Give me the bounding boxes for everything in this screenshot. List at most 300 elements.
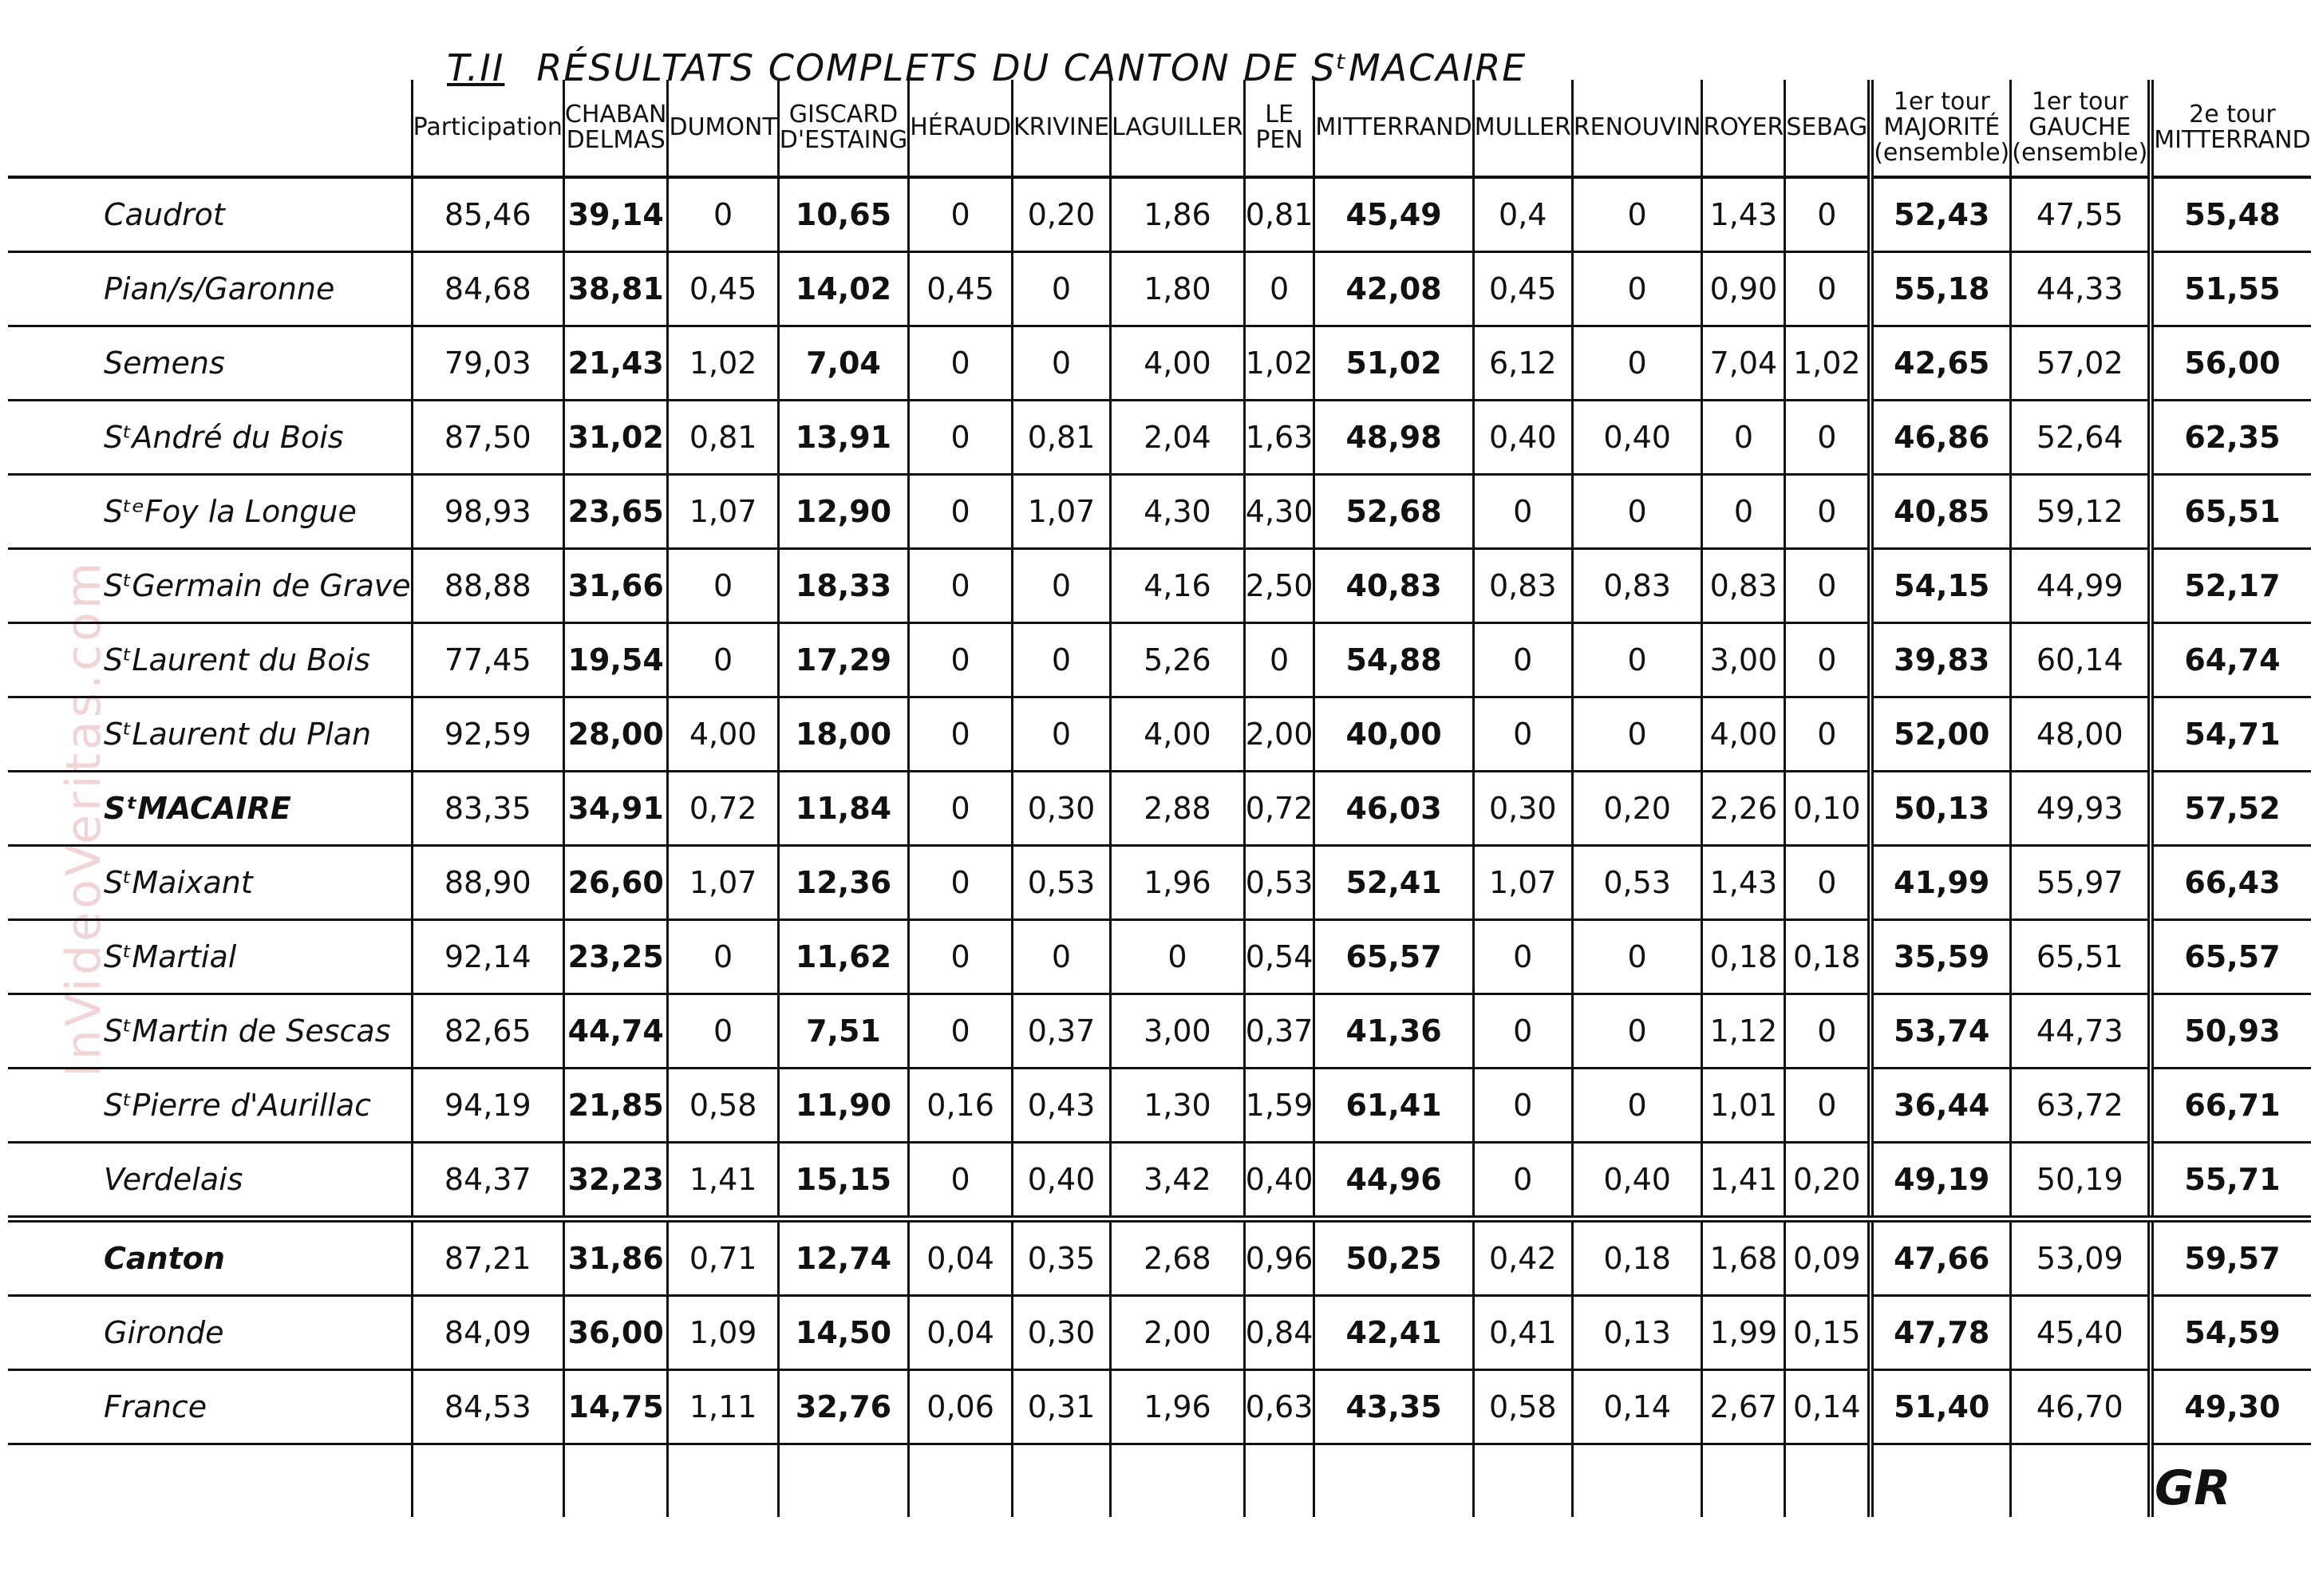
empty-cell xyxy=(1244,1444,1314,1518)
table-cell: 31,66 xyxy=(563,549,668,623)
header-corner xyxy=(8,80,412,177)
row-label: SᵗPierre d'Aurillac xyxy=(8,1069,412,1143)
table-cell: 55,97 xyxy=(2011,846,2151,920)
table-cell: 57,02 xyxy=(2011,326,2151,401)
table-cell: 60,14 xyxy=(2011,623,2151,697)
table-cell: 44,74 xyxy=(563,994,668,1069)
table-cell: 0 xyxy=(1785,475,1871,549)
table-cell: 36,00 xyxy=(563,1296,668,1370)
table-cell: 54,88 xyxy=(1314,623,1473,697)
table-cell: 11,84 xyxy=(778,772,908,846)
table-cell: 0,40 xyxy=(1572,401,1702,475)
row-label: SᵗGermain de Grave xyxy=(8,549,412,623)
table-cell: 2,68 xyxy=(1111,1219,1245,1296)
table-cell: 79,03 xyxy=(412,326,563,401)
table-cell: 0 xyxy=(1572,994,1702,1069)
table-row xyxy=(8,475,2311,549)
table-cell: 0,35 xyxy=(1012,1219,1110,1296)
table-cell: 0,72 xyxy=(668,772,778,846)
empty-cell xyxy=(1111,1444,1245,1518)
table-cell: 0 xyxy=(909,475,1013,549)
row-label: Semens xyxy=(8,326,412,401)
empty-cell xyxy=(1871,1444,2011,1518)
table-cell: 0,14 xyxy=(1572,1370,1702,1444)
table-cell: 36,44 xyxy=(1871,1069,2011,1143)
table-cell: 39,83 xyxy=(1871,623,2011,697)
table-cell: 1,68 xyxy=(1702,1219,1785,1296)
table-cell: 0 xyxy=(668,177,778,252)
table-cell: 4,00 xyxy=(1111,697,1245,772)
table-cell: 1,96 xyxy=(1111,1370,1245,1444)
table-cell: 0 xyxy=(1785,1069,1871,1143)
table-cell: 1,09 xyxy=(668,1296,778,1370)
table-cell: 98,93 xyxy=(412,475,563,549)
table-cell: 41,36 xyxy=(1314,994,1473,1069)
table-cell: 26,60 xyxy=(563,846,668,920)
table-cell: 44,99 xyxy=(2011,549,2151,623)
table-cell: 10,65 xyxy=(778,177,908,252)
table-cell: 49,30 xyxy=(2151,1370,2310,1444)
table-cell: 51,40 xyxy=(1871,1370,2011,1444)
table-cell: 1,07 xyxy=(1012,475,1110,549)
table-cell: 0 xyxy=(1473,623,1572,697)
table-cell: 0 xyxy=(1785,252,1871,326)
title-number: T.II xyxy=(447,46,505,89)
table-cell: 0,83 xyxy=(1572,549,1702,623)
table-cell: 0 xyxy=(909,846,1013,920)
table-cell: 14,02 xyxy=(778,252,908,326)
empty-cell xyxy=(778,1444,908,1518)
table-cell: 0 xyxy=(1244,252,1314,326)
table-cell: 13,91 xyxy=(778,401,908,475)
table-cell: 0,45 xyxy=(1473,252,1572,326)
table-cell: 0 xyxy=(1572,252,1702,326)
table-cell: 40,85 xyxy=(1871,475,2011,549)
table-cell: 51,55 xyxy=(2151,252,2310,326)
table-cell: 84,68 xyxy=(412,252,563,326)
header-le-pen: LE PEN xyxy=(1244,80,1314,177)
table-cell: 1,86 xyxy=(1111,177,1245,252)
table-cell: 1,99 xyxy=(1702,1296,1785,1370)
table-cell: 48,00 xyxy=(2011,697,2151,772)
table-cell: 14,75 xyxy=(563,1370,668,1444)
table-cell: 0 xyxy=(1572,920,1702,994)
table-cell: 1,30 xyxy=(1111,1069,1245,1143)
table-cell: 41,99 xyxy=(1871,846,2011,920)
table-cell: 11,62 xyxy=(778,920,908,994)
table-cell: 7,04 xyxy=(778,326,908,401)
empty-cell xyxy=(412,1444,563,1518)
table-cell: 0 xyxy=(909,920,1013,994)
watermark: InVideoVeritas.com xyxy=(56,559,112,1077)
table-cell: 0,54 xyxy=(1244,920,1314,994)
table-cell: 0,14 xyxy=(1785,1370,1871,1444)
table-cell: 12,36 xyxy=(778,846,908,920)
header-royer: ROYER xyxy=(1702,80,1785,177)
total-row xyxy=(8,1370,2311,1444)
header-mitterrand: MITTERRAND xyxy=(1314,80,1473,177)
table-cell: 12,74 xyxy=(778,1219,908,1296)
table-cell: 0,41 xyxy=(1473,1296,1572,1370)
table-cell: 0 xyxy=(1012,549,1110,623)
table-cell: 0 xyxy=(1012,697,1110,772)
table-body xyxy=(8,177,2311,1517)
header-heraud: HÉRAUD xyxy=(909,80,1013,177)
table-row xyxy=(8,177,2311,252)
table-cell: 0,53 xyxy=(1244,846,1314,920)
table-cell: 0,09 xyxy=(1785,1219,1871,1296)
table-cell: 0 xyxy=(1785,623,1871,697)
table-cell: 0,72 xyxy=(1244,772,1314,846)
table-cell: 47,78 xyxy=(1871,1296,2011,1370)
table-row xyxy=(8,772,2311,846)
table-cell: 11,90 xyxy=(778,1069,908,1143)
empty-cell xyxy=(1702,1444,1785,1518)
empty-cell xyxy=(8,1444,412,1518)
table-cell: 0 xyxy=(1012,326,1110,401)
table-cell: 0 xyxy=(1012,920,1110,994)
table-cell: 0,20 xyxy=(1572,772,1702,846)
table-cell: 0,53 xyxy=(1572,846,1702,920)
table-cell: 50,19 xyxy=(2011,1143,2151,1219)
table-cell: 0 xyxy=(1572,697,1702,772)
table-cell: 0,04 xyxy=(909,1296,1013,1370)
table-cell: 0,18 xyxy=(1572,1219,1702,1296)
table-cell: 4,30 xyxy=(1244,475,1314,549)
table-cell: 42,41 xyxy=(1314,1296,1473,1370)
table-cell: 1,96 xyxy=(1111,846,1245,920)
table-cell: 32,23 xyxy=(563,1143,668,1219)
table-cell: 4,00 xyxy=(668,697,778,772)
table-cell: 23,25 xyxy=(563,920,668,994)
table-cell: 0,84 xyxy=(1244,1296,1314,1370)
table-cell: 0 xyxy=(668,549,778,623)
table-cell: 0 xyxy=(1012,252,1110,326)
table-cell: 0,40 xyxy=(1572,1143,1702,1219)
empty-cell xyxy=(909,1444,1013,1518)
table-cell: 0 xyxy=(1785,177,1871,252)
table-cell: 77,45 xyxy=(412,623,563,697)
table-cell: 54,71 xyxy=(2151,697,2310,772)
table-cell: 1,07 xyxy=(668,475,778,549)
table-row xyxy=(8,920,2311,994)
header-muller: MULLER xyxy=(1473,80,1572,177)
table-cell: 53,09 xyxy=(2011,1219,2151,1296)
table-cell: 4,00 xyxy=(1111,326,1245,401)
header-giscard: GISCARD D'ESTAING xyxy=(778,80,908,177)
table-cell: 1,43 xyxy=(1702,846,1785,920)
table-cell: 2,88 xyxy=(1111,772,1245,846)
table-cell: 47,55 xyxy=(2011,177,2151,252)
table-cell: 46,70 xyxy=(2011,1370,2151,1444)
table-cell: 0 xyxy=(1572,177,1702,252)
table-row xyxy=(8,326,2311,401)
table-cell: 7,04 xyxy=(1702,326,1785,401)
table-cell: 0,43 xyxy=(1012,1069,1110,1143)
header-second-tour: 2e tour MITTERRAND xyxy=(2151,80,2310,177)
table-cell: 3,42 xyxy=(1111,1143,1245,1219)
header-chaban-delmas: CHABAN DELMAS xyxy=(563,80,668,177)
table-cell: 0 xyxy=(668,623,778,697)
table-cell: 40,83 xyxy=(1314,549,1473,623)
table-cell: 44,73 xyxy=(2011,994,2151,1069)
table-cell: 0 xyxy=(909,326,1013,401)
table-cell: 18,00 xyxy=(778,697,908,772)
table-cell: 0,63 xyxy=(1244,1370,1314,1444)
table-cell: 0 xyxy=(1473,475,1572,549)
row-label: Canton xyxy=(8,1219,412,1296)
table-cell: 57,52 xyxy=(2151,772,2310,846)
table-cell: 51,02 xyxy=(1314,326,1473,401)
table-cell: 0,18 xyxy=(1785,920,1871,994)
table-cell: 28,00 xyxy=(563,697,668,772)
table-cell: 0,96 xyxy=(1244,1219,1314,1296)
table-cell: 0 xyxy=(668,920,778,994)
table-cell: 0,81 xyxy=(1244,177,1314,252)
table-cell: 18,33 xyxy=(778,549,908,623)
table-cell: 6,12 xyxy=(1473,326,1572,401)
table-cell: 38,81 xyxy=(563,252,668,326)
table-cell: 31,02 xyxy=(563,401,668,475)
table-cell: 0,83 xyxy=(1702,549,1785,623)
table-cell: 1,41 xyxy=(1702,1143,1785,1219)
table-cell: 66,71 xyxy=(2151,1069,2310,1143)
table-cell: 0,31 xyxy=(1012,1370,1110,1444)
table-row xyxy=(8,401,2311,475)
table-cell: 0 xyxy=(909,994,1013,1069)
table-cell: 12,90 xyxy=(778,475,908,549)
table-cell: 1,41 xyxy=(668,1143,778,1219)
table-cell: 0,13 xyxy=(1572,1296,1702,1370)
table-cell: 1,12 xyxy=(1702,994,1785,1069)
table-cell: 1,02 xyxy=(668,326,778,401)
row-label: Verdelais xyxy=(8,1143,412,1219)
header-laguiller: LAGUILLER xyxy=(1111,80,1245,177)
table-cell: 0 xyxy=(1473,1069,1572,1143)
table-cell: 0,90 xyxy=(1702,252,1785,326)
table-cell: 0 xyxy=(1785,697,1871,772)
table-cell: 0,30 xyxy=(1012,1296,1110,1370)
table-cell: 0 xyxy=(909,623,1013,697)
table-cell: 0 xyxy=(1785,994,1871,1069)
table-cell: 5,26 xyxy=(1111,623,1245,697)
table-cell: 65,57 xyxy=(1314,920,1473,994)
total-row xyxy=(8,1296,2311,1370)
table-cell: 55,48 xyxy=(2151,177,2310,252)
table-cell: 83,35 xyxy=(412,772,563,846)
table-cell: 4,16 xyxy=(1111,549,1245,623)
table-cell: 19,54 xyxy=(563,623,668,697)
table-cell: 0 xyxy=(1572,326,1702,401)
table-cell: 4,00 xyxy=(1702,697,1785,772)
table-cell: 48,98 xyxy=(1314,401,1473,475)
table-cell: 3,00 xyxy=(1702,623,1785,697)
table-cell: 87,50 xyxy=(412,401,563,475)
table-cell: 0,37 xyxy=(1012,994,1110,1069)
empty-cell xyxy=(668,1444,778,1518)
empty-cell xyxy=(2011,1444,2151,1518)
table-row xyxy=(8,846,2311,920)
table-cell: 1,63 xyxy=(1244,401,1314,475)
table-cell: 94,19 xyxy=(412,1069,563,1143)
header-row xyxy=(8,80,2311,177)
table-cell: 0,20 xyxy=(1785,1143,1871,1219)
table-cell: 66,43 xyxy=(2151,846,2310,920)
table-cell: 87,21 xyxy=(412,1219,563,1296)
table-cell: 7,51 xyxy=(778,994,908,1069)
table-cell: 0,15 xyxy=(1785,1296,1871,1370)
table-cell: 0,58 xyxy=(668,1069,778,1143)
table-cell: 63,72 xyxy=(2011,1069,2151,1143)
table-cell: 0,40 xyxy=(1012,1143,1110,1219)
table-cell: 1,02 xyxy=(1244,326,1314,401)
table-cell: 0 xyxy=(909,1143,1013,1219)
table-cell: 46,03 xyxy=(1314,772,1473,846)
table-cell: 0 xyxy=(1473,697,1572,772)
table-cell: 0,58 xyxy=(1473,1370,1572,1444)
table-cell: 2,04 xyxy=(1111,401,1245,475)
table-cell: 1,07 xyxy=(668,846,778,920)
table-cell: 0,81 xyxy=(668,401,778,475)
table-cell: 2,00 xyxy=(1111,1296,1245,1370)
table-cell: 0,16 xyxy=(909,1069,1013,1143)
table-cell: 52,68 xyxy=(1314,475,1473,549)
table-cell: 0 xyxy=(1111,920,1245,994)
table-cell: 21,43 xyxy=(563,326,668,401)
table-cell: 15,15 xyxy=(778,1143,908,1219)
table-cell: 49,93 xyxy=(2011,772,2151,846)
table-cell: 0,45 xyxy=(909,252,1013,326)
table-row xyxy=(8,697,2311,772)
table-row xyxy=(8,1069,2311,1143)
table-cell: 40,00 xyxy=(1314,697,1473,772)
table-cell: 31,86 xyxy=(563,1219,668,1296)
table-cell: 50,13 xyxy=(1871,772,2011,846)
table-cell: 85,46 xyxy=(412,177,563,252)
table-cell: 0 xyxy=(1244,623,1314,697)
table-cell: 0,53 xyxy=(1012,846,1110,920)
table-cell: 84,53 xyxy=(412,1370,563,1444)
table-cell: 56,00 xyxy=(2151,326,2310,401)
table-cell: 1,59 xyxy=(1244,1069,1314,1143)
row-label: Caudrot xyxy=(8,177,412,252)
table-row xyxy=(8,994,2311,1069)
table-cell: 0 xyxy=(1473,1143,1572,1219)
table-cell: 23,65 xyxy=(563,475,668,549)
header-dumont: DUMONT xyxy=(668,80,778,177)
table-row xyxy=(8,252,2311,326)
table-cell: 88,88 xyxy=(412,549,563,623)
row-label: Gironde xyxy=(8,1296,412,1370)
table-cell: 61,41 xyxy=(1314,1069,1473,1143)
table-cell: 1,80 xyxy=(1111,252,1245,326)
table-cell: 49,19 xyxy=(1871,1143,2011,1219)
table-cell: 88,90 xyxy=(412,846,563,920)
header-gauche: 1er tour GAUCHE (ensemble) xyxy=(2011,80,2151,177)
table-cell: 50,25 xyxy=(1314,1219,1473,1296)
table-cell: 54,15 xyxy=(1871,549,2011,623)
table-cell: 65,51 xyxy=(2011,920,2151,994)
header-participation: Participation xyxy=(412,80,563,177)
table-cell: 0 xyxy=(1702,401,1785,475)
empty-cell xyxy=(563,1444,668,1518)
table-cell: 34,91 xyxy=(563,772,668,846)
total-row xyxy=(8,1219,2311,1296)
table-cell: 52,64 xyxy=(2011,401,2151,475)
table-cell: 0,42 xyxy=(1473,1219,1572,1296)
table-header xyxy=(8,80,2311,177)
table-cell: 55,18 xyxy=(1871,252,2011,326)
table-cell: 59,57 xyxy=(2151,1219,2310,1296)
row-label: SᵗᵉFoy la Longue xyxy=(8,475,412,549)
table-cell: 0,04 xyxy=(909,1219,1013,1296)
table-cell: 0,10 xyxy=(1785,772,1871,846)
table-cell: 21,85 xyxy=(563,1069,668,1143)
table-cell: 0 xyxy=(1785,846,1871,920)
table-cell: 0,30 xyxy=(1473,772,1572,846)
table-cell: 0 xyxy=(1572,1069,1702,1143)
table-cell: 62,35 xyxy=(2151,401,2310,475)
table-cell: 44,33 xyxy=(2011,252,2151,326)
empty-cell xyxy=(1572,1444,1702,1518)
table-cell: 0 xyxy=(1702,475,1785,549)
table-cell: 0 xyxy=(668,994,778,1069)
author-initials: GR xyxy=(2155,1460,2231,1516)
table-cell: 54,59 xyxy=(2151,1296,2310,1370)
table-cell: 4,30 xyxy=(1111,475,1245,549)
title-text: RÉSULTATS COMPLETS DU CANTON DE SᵗMACAIRE xyxy=(536,46,1527,89)
table-cell: 17,29 xyxy=(778,623,908,697)
table-cell: 64,74 xyxy=(2151,623,2310,697)
table-cell: 0 xyxy=(1785,549,1871,623)
empty-cell xyxy=(1785,1444,1871,1518)
table-cell: 1,43 xyxy=(1702,177,1785,252)
table-cell: 0 xyxy=(1473,920,1572,994)
table-cell: 52,17 xyxy=(2151,549,2310,623)
table-cell: 2,67 xyxy=(1702,1370,1785,1444)
table-cell: 0,71 xyxy=(668,1219,778,1296)
table-cell: 0,18 xyxy=(1702,920,1785,994)
table-cell: 1,07 xyxy=(1473,846,1572,920)
table-cell: 0 xyxy=(909,177,1013,252)
empty-cell xyxy=(1012,1444,1110,1518)
results-table xyxy=(8,80,2311,1517)
table-cell: 2,00 xyxy=(1244,697,1314,772)
table-cell: 39,14 xyxy=(563,177,668,252)
table-cell: 82,65 xyxy=(412,994,563,1069)
table-cell: 0,20 xyxy=(1012,177,1110,252)
table-cell: 52,41 xyxy=(1314,846,1473,920)
table-cell: 0 xyxy=(1473,994,1572,1069)
table-cell: 84,37 xyxy=(412,1143,563,1219)
empty-cell xyxy=(1473,1444,1572,1518)
table-cell: 46,86 xyxy=(1871,401,2011,475)
table-cell: 0,30 xyxy=(1012,772,1110,846)
table-cell: 52,43 xyxy=(1871,177,2011,252)
blank-row xyxy=(8,1444,2311,1518)
table-cell: 52,00 xyxy=(1871,697,2011,772)
table-cell: 0,40 xyxy=(1473,401,1572,475)
row-label: SᵗMartin de Sescas xyxy=(8,994,412,1069)
table-cell: 1,02 xyxy=(1785,326,1871,401)
table-cell: 45,49 xyxy=(1314,177,1473,252)
table-cell: 0,81 xyxy=(1012,401,1110,475)
row-label: Pian/s/Garonne xyxy=(8,252,412,326)
table-cell: 0 xyxy=(909,549,1013,623)
table-cell: 65,51 xyxy=(2151,475,2310,549)
table-row xyxy=(8,1143,2311,1219)
table-cell: 65,57 xyxy=(2151,920,2310,994)
